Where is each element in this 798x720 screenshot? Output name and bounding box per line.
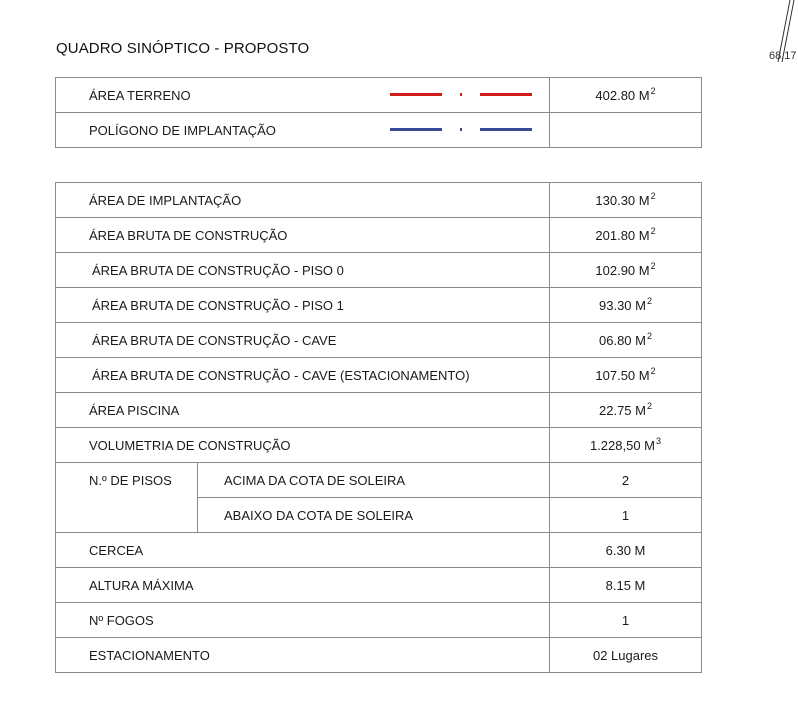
row-value: 107.50 M: [595, 367, 650, 383]
row-label: ÁREA BRUTA DE CONSTRUÇÃO - CAVE: [56, 323, 550, 358]
unit-exponent: 2: [646, 296, 652, 307]
value-cell: [550, 323, 702, 358]
legend-table: [55, 77, 702, 148]
unit-exponent: 2: [650, 226, 656, 237]
row-value: 6.30 M: [550, 533, 702, 568]
table-row: [56, 463, 702, 498]
pisos-above-label: ACIMA DA COTA DE SOLEIRA: [198, 463, 550, 498]
value-cell: [550, 78, 702, 113]
legend-segment: [480, 93, 532, 96]
row-label: ÁREA DE IMPLANTAÇÃO: [56, 183, 550, 218]
value-cell: [550, 113, 702, 148]
legend-segment: [480, 128, 532, 131]
unit-exponent: 2: [650, 261, 656, 272]
value-cell: [550, 253, 702, 288]
value-cell: [550, 183, 702, 218]
row-label: ÁREA BRUTA DE CONSTRUÇÃO - PISO 1: [56, 288, 550, 323]
row-label: Nº FOGOS: [56, 603, 550, 638]
row-value: 1: [550, 603, 702, 638]
row-label: ÁREA BRUTA DE CONSTRUÇÃO - PISO 0: [56, 253, 550, 288]
table-row: [56, 358, 702, 393]
value-cell: [550, 218, 702, 253]
table-row: [56, 218, 702, 253]
row-value: 06.80 M: [599, 332, 646, 348]
value-cell: [550, 288, 702, 323]
legend-segment: [390, 93, 442, 96]
value-cell: [550, 428, 702, 463]
table-row: [56, 323, 702, 358]
unit-exponent: 2: [650, 366, 656, 377]
table-row: [56, 603, 702, 638]
row-value: 22.75 M: [599, 402, 646, 418]
implantacao-line-legend: [390, 128, 532, 132]
row-value: 130.30 M: [595, 192, 650, 208]
unit-exponent: 2: [650, 191, 656, 202]
legend-segment: [460, 93, 462, 96]
unit-exponent: 2: [650, 86, 656, 97]
row-value: 102.90 M: [595, 262, 650, 278]
row-value: 8.15 M: [550, 568, 702, 603]
value-cell: [550, 358, 702, 393]
table-row: [56, 428, 702, 463]
row-label: ÁREA TERRENO: [89, 87, 191, 103]
summary-table: [55, 182, 702, 673]
table-row: [56, 253, 702, 288]
legend-segment: [460, 128, 462, 131]
table-row: [56, 568, 702, 603]
table-row: [56, 393, 702, 428]
table-row: [56, 183, 702, 218]
legend-cell-terreno: [56, 78, 550, 113]
unit-exponent: 3: [656, 436, 662, 447]
row-value: 93.30 M: [599, 297, 646, 313]
corner-reference: 68.17: [769, 50, 797, 62]
pisos-label: N.º DE PISOS: [56, 463, 198, 533]
table-row: [56, 638, 702, 673]
row-value: 402.80 M: [595, 87, 650, 103]
pisos-below-value: 1: [550, 498, 702, 533]
pisos-below-label: ABAIXO DA COTA DE SOLEIRA: [198, 498, 550, 533]
legend-segment: [390, 128, 442, 131]
unit-exponent: 2: [646, 401, 652, 412]
value-cell: [550, 393, 702, 428]
unit-exponent: 2: [646, 331, 652, 342]
row-value: 1.228,50 M: [589, 437, 656, 453]
row-label: ESTACIONAMENTO: [56, 638, 550, 673]
row-value: 02 Lugares: [550, 638, 702, 673]
row-label: POLÍGONO DE IMPLANTAÇÃO: [89, 122, 276, 138]
terreno-line-legend: [390, 93, 532, 97]
table-row: [56, 78, 702, 113]
page-title: QUADRO SINÓPTICO - PROPOSTO: [56, 40, 310, 57]
table-row: [56, 288, 702, 323]
row-label: CERCEA: [56, 533, 550, 568]
row-value: 201.80 M: [595, 227, 650, 243]
row-label: VOLUMETRIA DE CONSTRUÇÃO: [56, 428, 550, 463]
table-row: [56, 113, 702, 148]
row-label: ÁREA PISCINA: [56, 393, 550, 428]
row-label: ÁREA BRUTA DE CONSTRUÇÃO - CAVE (ESTACIONAMENTO): [56, 358, 550, 393]
row-label: ALTURA MÁXIMA: [56, 568, 550, 603]
row-label: ÁREA BRUTA DE CONSTRUÇÃO: [56, 218, 550, 253]
pisos-above-value: 2: [550, 463, 702, 498]
table-row: [56, 533, 702, 568]
legend-cell-implantacao: [56, 113, 550, 148]
